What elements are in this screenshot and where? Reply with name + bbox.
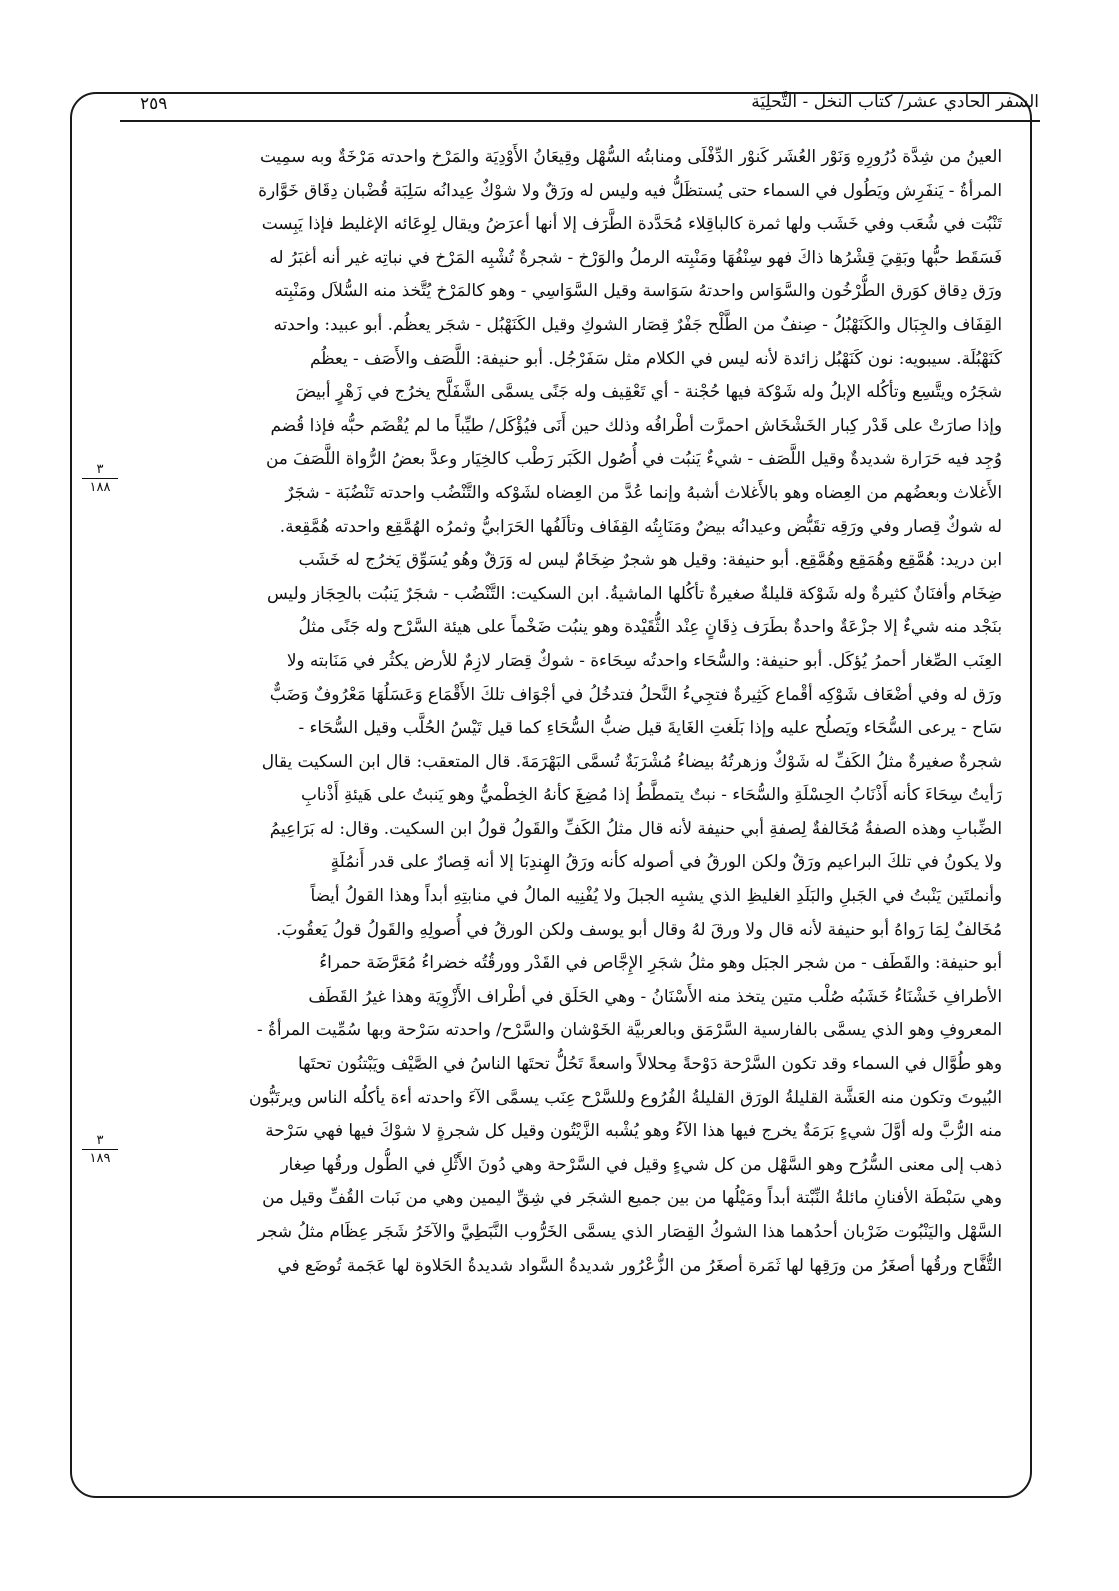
text-line: المعروفِ وهو الذي يسمَّى بالفارسية السَّرْمَق وبالعربيَّة الخَوْشان والسَّرْح/ واحدته سَرْحة وبها سُمِّيت المرأةُ -	[257, 1019, 1002, 1040]
text-line: وأنملتَين يَنْبتُ في الجَبلِ والبَلَدِ الغليظِ الذي يشبِه الجبلَ ولا يُفْنِيه المالُ في منابتِهِ أبداً وهذا القولُ أيضاً	[310, 885, 1002, 906]
text-line: ضِخَام وأفنَانٌ كثيرةٌ وله شَوْكة قليلةٌ صغيرةٌ تأكُلها الماشيةُ. ابن السكيت: التَّنْضُب - شجَرٌ يَنبُت بالحِجَاز وليس	[267, 582, 1002, 603]
text-line: تَنْبُت في شُعَب وفي خَشَب ولها ثمرة كالباقِلاء مُحَدَّدة الطَّرَف إلا أنها أعرَضُ ويقال لِوِعَائه الإغليط فإذا يَبِست	[261, 213, 1002, 234]
text-line: بنَجْد منه شيءٌ إلا جزْعَةٌ واحدةٌ بطَرَف ذِقَانٍ عِنْد الثُّقَيْدة وهو ينبُت ضَخْماً على هيئة السَّرْح وله جَنًى مثلُ	[298, 616, 1002, 637]
text-line: ذهب إلى معنى السُّرُح وهو السَّهْل من كل شيءٍ وقيل في السَّرْحة وهي دُونَ الأَثْلِ في الطُّول ورقُها صِغار	[280, 1153, 1002, 1174]
text-line: السَّهْل واليَنْبُوت ضَرْبان أحدُهما هذا الشوكُ القِصَار الذي يسمَّى الخَرُّوب النَّبَطِيَّ والآخَرُ شَجَر عِظَام مثلُ شجر	[257, 1221, 1002, 1241]
margin-marker-page: ١٨٨	[89, 480, 111, 495]
margin-marker-volume: ٣	[82, 1133, 118, 1150]
body-text	[124, 140, 1002, 1480]
margin-marker	[82, 462, 118, 495]
text-line: وهي سَبْطَة الأفنانِ مائلةُ النِّبْتة أبداً ومَيْلُها من بين جميع الشجَر في شِقِّ اليمين وهي من نَبات القُفِّ وقيل من	[262, 1187, 1002, 1208]
text-line: ولا يكونُ في تلكَ البراعيم ورَقٌ ولكن الورقُ في أصوله كأنه ورَقُ الهِندِبَا إلا أنه قِصارٌ على قدر أَنمُلَةٍ	[330, 851, 1002, 872]
text-line: رَأيتُ سِحَاءَ كأنه أَذْنَابُ الحِسْلَةِ والسُّحَاء - نبتٌ يتمطَّطُ إذا مُضِغَ كأنهُ الخِطْميُّ وهو يَنبتُ على هَيئةِ أَذْنابِ	[300, 784, 1002, 805]
text-line: سَاح - يرعى السُّحَاء ويَصلُح عليه وإذا بَلَغتِ الغَايةَ قيل ضبُّ السُّحَاءِ كما قيل تَيْسُ الحُلَّب وقيل السُّحَاء -	[298, 717, 1002, 738]
text-line: له شوكٌ قِصار وفي ورَقِه تقَبُّض وعيدانُه بيضٌ ومَنَابِتُه القِفَاف وتألَفُها الحَرَابيُّ وثمرُه الهُمَّقِع واحدته هُمَّقِعة.	[279, 515, 1002, 536]
text-line: وُجِد فيه حَرَارة شديدةٌ وقيل اللَّصَف - شيءٌ يَنبُت في أُصُول الكَبَر رَطْب كالخِيَار وعدَّ بعضُ الرُّواة اللَّصَفَ من	[265, 448, 1002, 469]
text-line: ورَق له وفي أضْعَاف شَوْكِه أقْماع كَثِيرةٌ فتجِيءُ النَّحلُ فتدخُلُ في أجْوَاف تلكَ الأَقْمَاع وَعَسَلُهَا مَعْرُوفٌ وَضَبٌّ	[269, 683, 1002, 704]
text-line: شجرةٌ صغيرةٌ مثلُ الكَفِّ له شَوْكٌ وزهرتُهُ بيضاءُ مُشْرَبَةٌ تُسمَّى البَهْرَمَةَ. قال المتعقب: قال ابن السكيت يقال	[261, 750, 1002, 771]
text-line: أبو حنيفة: والقَطَف - من شجر الجبَل وهو مثلُ شجَرِ الإِجَّاص في القَدْر وورقُتُه خضراءُ مُعَرَّضَة حمراءُ	[319, 952, 1002, 973]
running-title: السفر الحادي عشر/ كتاب النخل - التَّحلِيَة	[751, 92, 1039, 112]
text-line: فَسَقَط حبُّها وبَقِيَ قِشْرُها ذاكَ فهو سِنْفُهَا ومَنْبِته الرملُ والوَرْخ - شجرةٌ تُشْبِه المَرْخ في نباتِه غير أنه أغبَرُ له	[269, 246, 1002, 267]
text-line: وإذا صارَتْ على قَدْر كِبار الخَشْخَاش احمرَّت أطْرافُه وذلك حين أَنَى فيُؤْكَل/ طيِّباً ما لم يُقْضَم حبُّه فإذا قُضم	[270, 414, 1002, 435]
text-line: ورَق دِقاق كوَرق الطُّرْخُون والسَّوَاس واحدتهُ سَوَاسة وقيل السَّوَاسِي - وهو كالمَرْخ يُتَّخذ منه السُّلاَل ومَنْبِته	[274, 280, 1002, 301]
text-line: منه الرُّبَّ وله أوَّلَ شيءٍ بَرَمَةٌ يخرج فيها هذا الآءُ وهو يُشْبه الزَّيْتُون وقيل كل شجرةٍ لا شوْكَ فيها فهي سَرْحة	[265, 1120, 1002, 1141]
text-line: الأَغلاث وبعضُهم من العِضاه وهو بالأَغلاث أشبهُ وإنما عُدَّ من العِضاه لشَوْكه والتَّنْضُب واحدته تَنْضُبَة - شجَرٌ	[285, 481, 1002, 502]
text-line: التُّفَّاح ورقُها أصغَرُ من ورَقِها لها ثَمَرة أصغَرُ من الزُّعْرُور شديدةُ السَّواد شديدةُ الحَلاوة لها عَجَمة تُوضَع في	[277, 1254, 1002, 1275]
page-number: ٢٥٩	[140, 94, 168, 114]
text-line: الضِّبابِ وهذه الصفةُ مُخَالفةٌ لِصفةِ أبي حنيفة لأنه قال مثلُ الكَفِّ والقَولُ قولُ ابن السكيت. وقال: له بَرَاعِيمُ	[269, 817, 1002, 838]
text-line: المرأةُ - يَنفَرِش ويَطُول في السماء حتى يُستظَلُّ فيه وليس له ورَقٌ ولا شوْكٌ عِيدانُه سَلِبَة قُضْبان دِقَاق خَوَّارة	[258, 179, 1002, 200]
margin-marker-page: ١٨٩	[89, 1151, 111, 1166]
text-line: البُيوتَ وتكون منه العَشَّة القليلةُ الورَق القليلةُ الفُرُوع وللسَّرْح عِنَب يسمَّى الآءَ واحدته أءة يأكلُه الناس ويرتَبُّون	[248, 1086, 1002, 1107]
text-line: العينُ من شِدَّة دُرُورِهِ وَنَوْر العُشَر كَنوْر الدِّفْلَى ومنابتُه السُّهْل وقِيعَانُ الأَوْدِيَة والمَرْخ واحدته مَرْخَةٌ وبه سمِيت	[259, 146, 1002, 166]
text-line: العِنَب الصِّغار أحمرُ يُؤكَل. أبو حنيفة: والسُّحَاء واحدتُه سِحَاءة - شوكٌ قِصَار لازِمٌ للأرض يكثُر في مَنَابته ولا	[286, 649, 1002, 670]
text-line: ابن دريد: هُمَّقِع وهُمَقِع وهُمَّقِع. أبو حنيفة: وقيل هو شجرٌ ضِخَامٌ ليس له وَرَقٌ وهُو يُسَوِّق يَخرُج له خَشَب	[298, 549, 1002, 570]
text-line: القِفَاف والجِبَال والكَنَهْبُلُ - صِنفٌ من الطَّلْح جَفْرٌ قِصَار الشوكِ وقيل الكَنَهْبُل - شجَر يعظُم. أبو عبيد: واحدته	[273, 313, 1002, 334]
text-line: شجَرُه ويتَّسِع وتأكُله الإبلُ وله شَوْكة فيها حُجْنة - أي تَعْقِيف وله جَنًى يسمَّى الشَّفَلَّح يخرُج في زَهْرٍ أبيضَ	[295, 381, 1002, 402]
header-rule	[120, 120, 1040, 122]
text-line: كَنَهْبُلَة. سيبويه: نون كَنَهْبُل زائدة لأنه ليس في الكلام مثل سَفَرْجُل. أبو حنيفة: اللَّصَف والأَصَف - يعظُم	[309, 347, 1002, 368]
text-line: مُخَالفٌ لِمَا رَواهُ أبو حنيفة لأنه قال ولا ورقَ لهُ وقال أبو يوسف ولكن الورقُ في أُصولِهِ والقَولُ قولُ يَعقُوبَ.	[276, 918, 1002, 939]
text-line: وهو طُوَّال في السماء وقد تكون السَّرْحة دَوْحةً مِحلالاً واسعةً تَحُلُّ تحتَها الناسُ في الصَّيْف ويَبْتنُون تحتَها	[297, 1053, 1002, 1074]
margin-marker-volume: ٣	[82, 462, 118, 479]
text-line: الأطرافِ خَشْنَاءُ خَشَبُه صُلْب متين يتخذ منه الأَسْنَانُ - وهي الحَلَق في أطْراف الأَزْوِيَة وهذا غيرُ القَطَف	[308, 985, 1002, 1006]
margin-marker	[82, 1133, 118, 1166]
